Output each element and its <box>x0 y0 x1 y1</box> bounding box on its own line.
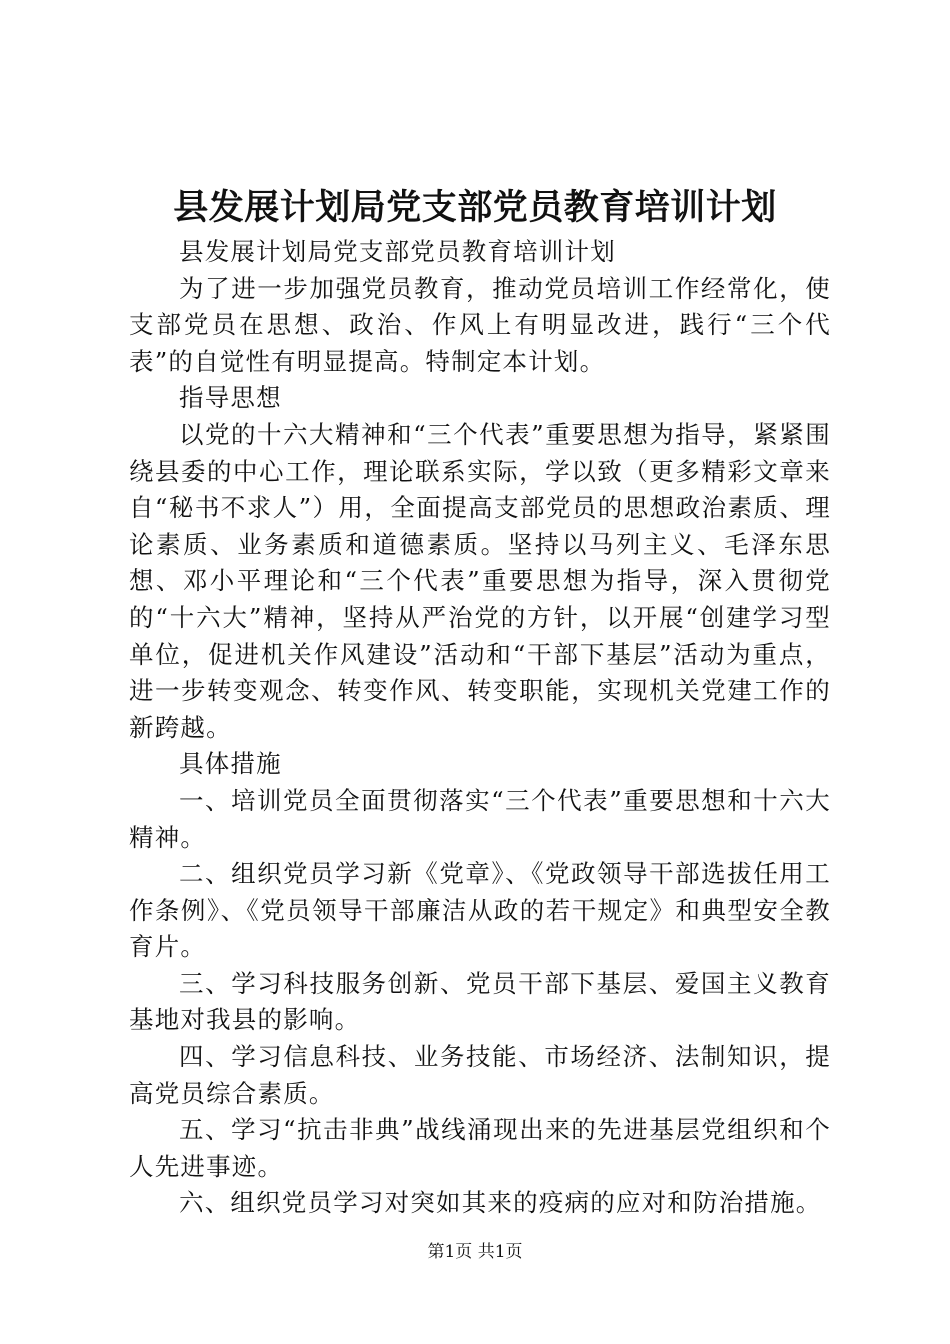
measure-item-2: 二、组织党员学习新《党章》、《党政领导干部选拔任用工作条例》、《党员领导干部廉洁从政的若干规定》和典型安全教育片。 <box>129 859 831 962</box>
intro-paragraph: 为了进一步加强党员教育，推动党员培训工作经常化，使支部党员在思想、政治、作风上有明显改进，践行“三个代表”的自觉性有明显提高。特制定本计划。 <box>129 273 831 376</box>
measure-item-6: 六、组织党员学习对突如其来的疫病的应对和防治措施。 <box>179 1188 822 1218</box>
subtitle-paragraph: 县发展计划局党支部党员教育培训计划 <box>179 237 616 266</box>
measure-item-4: 四、学习信息科技、业务技能、市场经济、法制知识，提高党员综合素质。 <box>129 1042 831 1108</box>
guiding-thought-paragraph: 以党的十六大精神和“三个代表”重要思想为指导，紧紧围绕县委的中心工作，理论联系实际，学以致（更多精彩文章来自“秘书不求人”）用，全面提高支部党员的思想政治素质、理论素质、业务素质和道德素质。坚持以马列主义、毛泽东思想、邓小平理论和“三个代表”重要思想为指导，深入贯彻党的“十六大”精神，坚持从严治党的方针，以开展“创建学习型单位，促进机关作风建设”活动和“干部下基层”活动为重点，进一步转变观念、转变作风、转变职能，实现机关党建工作的新跨越。 <box>129 419 831 742</box>
document-body <box>129 234 831 1222</box>
section-heading-measures: 具体措施 <box>179 749 282 779</box>
measure-item-5: 五、学习“抗击非典”战线涌现出来的先进基层党组织和个人先进事迹。 <box>129 1115 831 1181</box>
section-heading-guiding-thought: 指导思想 <box>179 383 282 413</box>
page-footer: 第1页 共1页 <box>427 1242 523 1262</box>
document-title: 县发展计划局党支部党员教育培训计划 <box>173 187 777 228</box>
measure-item-1: 一、培训党员全面贯彻落实“三个代表”重要思想和十六大精神。 <box>129 785 831 852</box>
measure-item-3: 三、学习科技服务创新、党员干部下基层、爱国主义教育基地对我县的影响。 <box>129 968 831 1035</box>
